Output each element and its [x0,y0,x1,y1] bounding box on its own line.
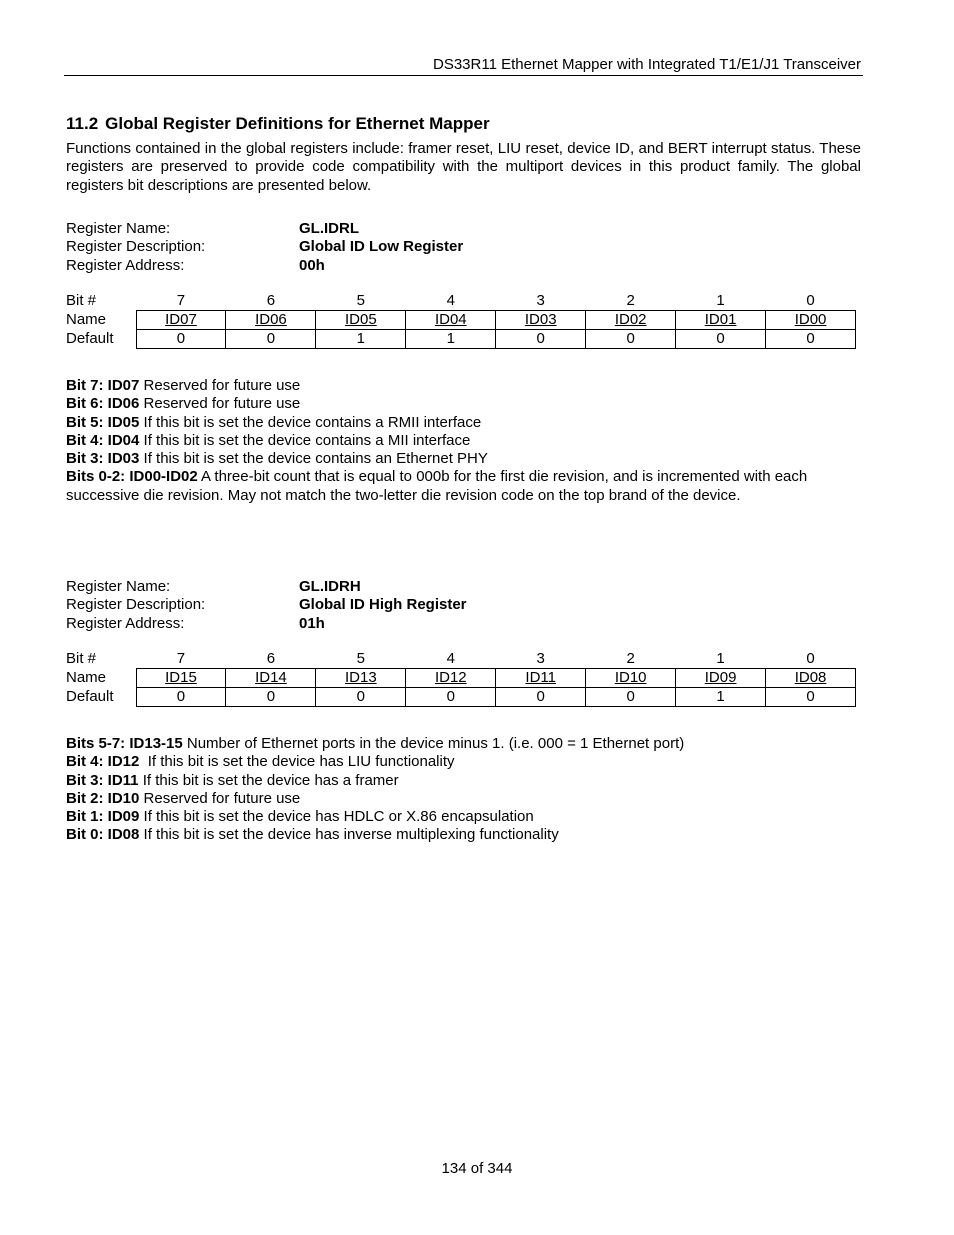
bit-default: 0 [766,688,856,707]
bit-default: 0 [136,330,226,349]
bit-description-text: If this bit is set the device contains a MII interface [139,431,471,449]
bit-name-cell [496,311,586,330]
bit-description-text: If this bit is set the device has inverse multiplexing functionality [139,826,559,844]
bit-name: ID11 [525,669,556,686]
register-address: 01h [299,614,325,632]
bit-description [66,450,856,468]
bit-description-label: Bit 3: ID11 [66,771,139,789]
bit-name: ID04 [434,311,467,328]
register-name: GL.IDRH [299,578,361,595]
register-name-label: Register Name: [66,578,171,595]
name-row-label: Name [66,669,107,686]
bit-number: 7 [176,292,186,309]
bit-number: 2 [626,292,635,309]
bit-description-label: Bit 4: ID12 [66,753,140,771]
default-row-label: Default [66,330,114,347]
bit-table-idrh [66,650,856,707]
bit-name: ID02 [614,311,647,328]
register-description: Global ID High Register [299,596,467,614]
bit-description-text: If this bit is set the device has HDLC or X.86 encapsulation [139,808,534,826]
register-description: Global ID Low Register [299,238,464,256]
bit-name-cell [676,311,766,330]
bit-number: 3 [536,650,545,667]
bit-default: 0 [586,688,676,707]
bit-description [66,395,856,413]
bit-name-cell [586,669,676,688]
bit-default: 0 [766,330,856,349]
bit-default: 0 [406,688,496,707]
bit-number: 1 [716,292,725,309]
bit-description [66,377,856,395]
bit-name-cell [136,311,226,330]
bit-name-cell [676,669,766,688]
bit-description [66,432,856,450]
bit-number: 7 [176,650,186,667]
bit-description-text: Number of Ethernet ports in the device minus 1. (i.e. 000 = 1 Ethernet port) [182,735,685,752]
bit-number: 6 [266,650,276,667]
register-description-label: Register Description: [66,238,206,256]
bit-number-row [66,650,856,669]
bit-number: 1 [716,650,725,667]
bit-description-label: Bit 7: ID07 [66,377,140,394]
bit-name-cell [406,669,496,688]
bit-description [66,772,856,790]
bit-name-cell [586,311,676,330]
bit-description [66,790,856,808]
bit-description-label: Bit 5: ID05 [66,413,140,431]
default-row-label: Default [66,688,114,705]
bit-name-cell [766,311,856,330]
bit-name-cell [406,311,496,330]
bit-name: ID14 [255,669,287,686]
section-title: Global Register Definitions for Ethernet Mapper [105,114,490,133]
bit-number: 4 [446,650,455,667]
bit-name-cell [316,669,406,688]
bit-number: 4 [446,292,455,309]
bit-description-text: If this bit is set the device contains a RMII interface [139,413,482,431]
bit-number: 0 [806,292,815,309]
bit-name: ID07 [165,311,197,328]
register-info-idrl [66,220,586,275]
bit-default: 0 [226,688,316,707]
bit-row-label: Bit # [66,650,97,668]
bit-description-text: Reserved for future use [139,377,301,394]
bit-description [66,753,856,771]
bit-description [66,735,856,753]
bit-default: 1 [676,688,766,707]
bit-number: 3 [536,292,545,309]
register-address-label: Register Address: [66,256,185,274]
bit-default: 1 [406,330,496,349]
header-divider [64,75,863,76]
bit-description [66,414,856,432]
bit-description-text: If this bit is set the device has LIU functionality [139,753,455,771]
register-description-label: Register Description: [66,596,206,614]
name-row-label: Name [66,311,107,328]
bit-description-text: If this bit is set the device has a framer [138,771,399,789]
bit-default-row [66,330,856,349]
bit-name-cell [136,669,226,688]
bit-default: 0 [226,330,316,349]
bit-description-text: A three-bit count that is equal to 000b for the first die revision, and is incremented with each successive die revision. May not match the two-letter die revision code on the top brand of the device. [66,468,808,504]
bit-descriptions-idrl [66,377,856,505]
bit-name: ID05 [345,311,377,328]
bit-default: 0 [676,330,766,349]
register-info-idrh [66,578,586,633]
bit-description-text: If this bit is set the device contains an Ethernet PHY [139,450,488,468]
register-name-label: Register Name: [66,220,171,237]
bit-default: 0 [316,688,406,707]
bit-name: ID08 [794,669,827,686]
register-name: GL.IDRL [299,220,359,237]
bit-description [66,468,851,505]
bit-description-label: Bit 0: ID08 [66,826,140,844]
bit-number-row [66,292,856,311]
bit-default: 0 [136,688,226,707]
bit-description-label: Bit 1: ID09 [66,808,140,826]
bit-number: 5 [356,650,366,667]
bit-name: ID10 [614,669,647,686]
bit-name-cell [226,311,316,330]
bit-name-cell [766,669,856,688]
bit-default: 0 [586,330,676,349]
bit-name-cell [316,311,406,330]
bit-name-cell [226,669,316,688]
document-header-title: DS33R11 Ethernet Mapper with Integrated T1/E1/J1 Transceiver [432,56,861,73]
bit-name: ID01 [704,311,737,328]
bit-description-text: Reserved for future use [139,789,301,807]
bit-number: 5 [356,292,366,309]
page-number: 134 of 344 [441,1160,513,1177]
bit-description-label: Bit 6: ID06 [66,395,140,413]
bit-name: ID00 [794,311,827,328]
bit-name: ID03 [524,311,557,328]
bit-descriptions-idrh [66,735,856,845]
bit-row-label: Bit # [66,292,97,310]
bit-table-idrl [66,292,856,349]
section-number: 11.2 [66,114,99,133]
bit-name: ID06 [255,311,287,328]
register-address: 00h [299,256,325,274]
bit-name-cell [496,669,586,688]
bit-default-row [66,688,856,707]
section-intro: Functions contained in the global registers include: framer reset, LIU reset, device ID, and BERT interrupt status. These registers are preserved to provide code compatibility with the multiport devices in this product family. The global registers bit descriptions are presented below. [66,140,861,194]
bit-number: 0 [806,650,815,667]
bit-description-label: Bits 0-2: ID00-ID02 [66,468,198,486]
bit-name: ID15 [165,669,197,686]
bit-description-label: Bit 4: ID04 [66,431,140,449]
bit-name-row [66,669,856,688]
bit-default: 0 [496,330,586,349]
bit-default: 1 [316,330,406,349]
bit-description-text: Reserved for future use [139,395,301,413]
bit-number: 6 [266,292,276,309]
bit-description-label: Bit 2: ID10 [66,789,140,807]
bit-name: ID09 [704,669,737,686]
bit-description [66,826,856,844]
section-heading [66,114,490,134]
bit-name-row [66,311,856,330]
bit-default: 0 [496,688,586,707]
bit-number: 2 [626,650,635,667]
bit-description-label: Bits 5-7: ID13-15 [66,735,183,752]
register-address-label: Register Address: [66,614,185,632]
bit-description [66,808,856,826]
bit-name: ID13 [345,669,377,686]
bit-description-label: Bit 3: ID03 [66,450,140,468]
bit-name: ID12 [434,669,467,686]
